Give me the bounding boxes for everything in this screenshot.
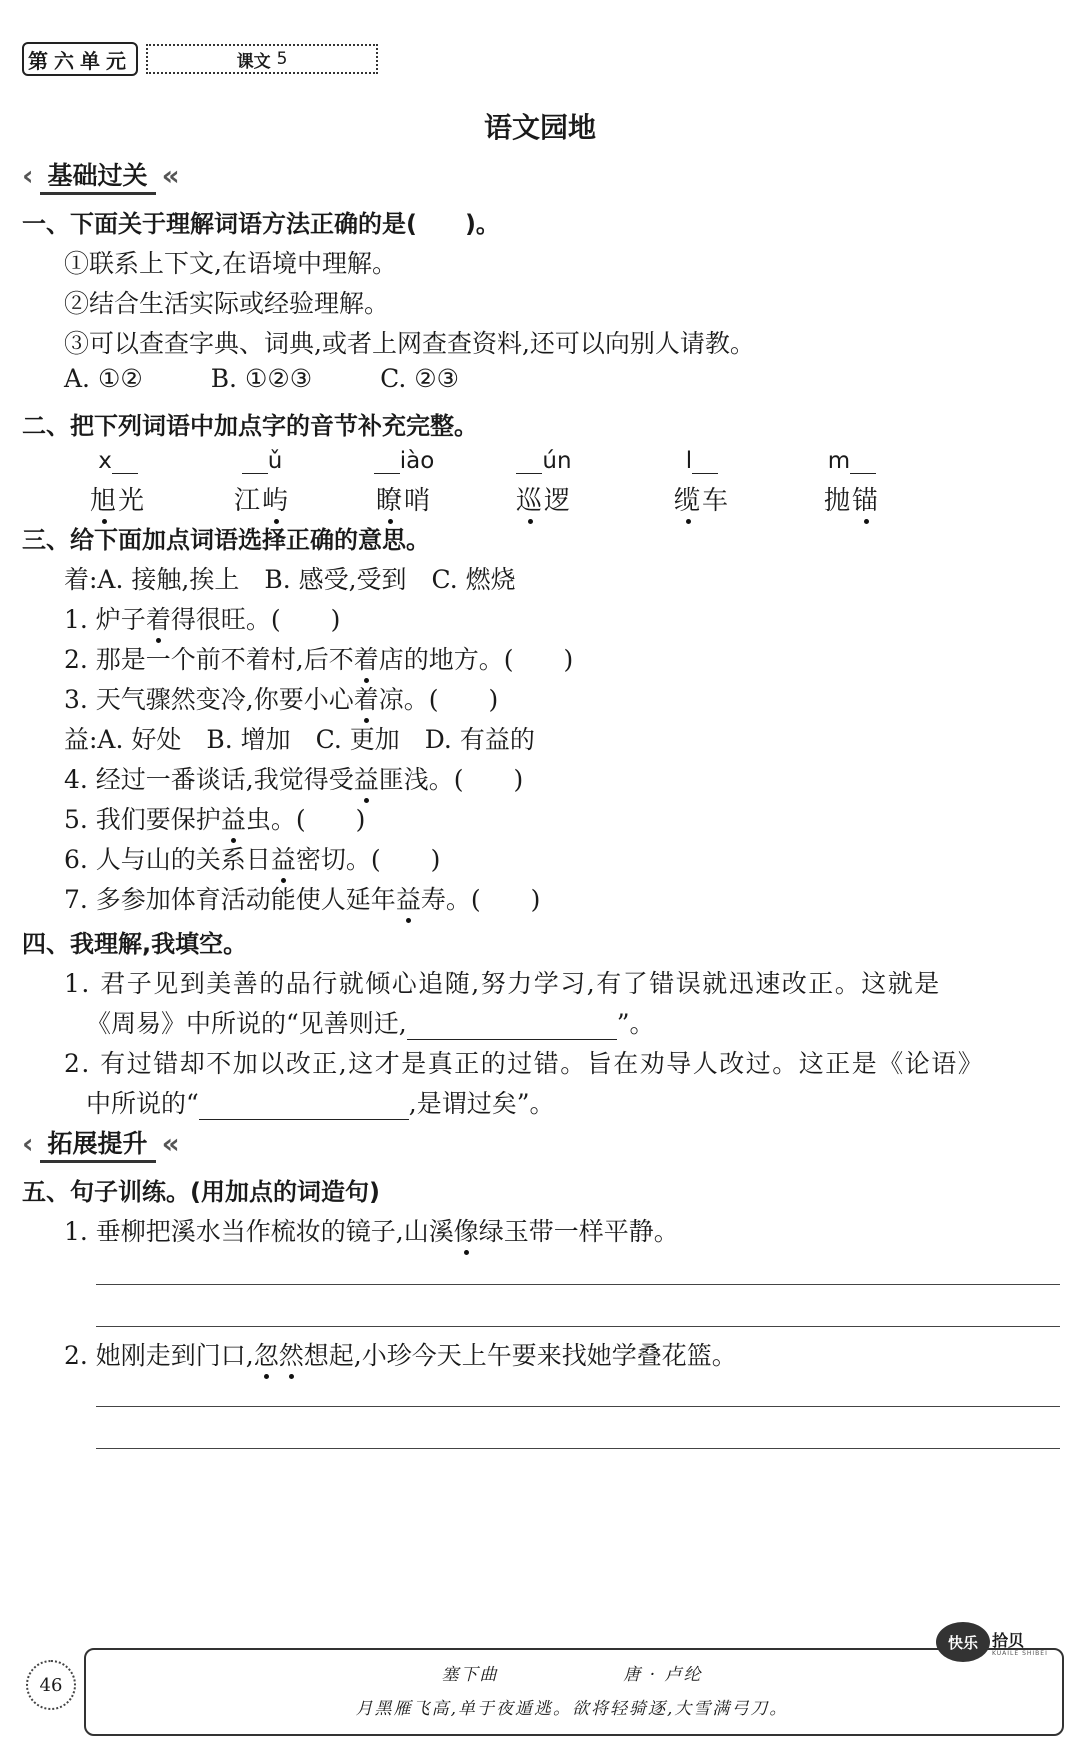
pinyin-syllable[interactable] xyxy=(484,448,604,480)
section-banner-basic xyxy=(22,156,180,194)
chevron-left-icon: ‹ xyxy=(22,158,34,192)
lesson-number: 5 xyxy=(276,49,288,69)
item-text: 虫。( ) xyxy=(245,805,366,834)
brand-subtitle: KUAILE SHIBEI xyxy=(992,1650,1048,1657)
item-text: 中所说的“ xyxy=(86,1089,199,1118)
poem-heading xyxy=(84,1660,1060,1685)
q1-item-2: ②结合生活实际或经验理解。 xyxy=(64,289,390,318)
word-char-2: 逻 xyxy=(544,486,573,516)
word-char-1: 巡 xyxy=(516,480,544,517)
writing-line[interactable] xyxy=(96,1448,1060,1449)
pinyin-cell xyxy=(344,448,464,517)
word xyxy=(484,480,604,517)
pinyin-given-end: iào xyxy=(399,448,435,474)
q5-sentence-2 xyxy=(64,1336,737,1372)
q4-line-1b xyxy=(86,1004,655,1040)
section-title: 基础过关 xyxy=(40,156,156,195)
item-text: 2. 她刚走到门口, xyxy=(64,1341,254,1370)
poem-title: 塞下曲 xyxy=(441,1665,499,1685)
lesson-label xyxy=(146,44,378,74)
item-text: 得很旺。( ) xyxy=(170,605,341,634)
chevron-double-left-icon: « xyxy=(161,1126,180,1160)
word xyxy=(344,480,464,517)
writing-line[interactable] xyxy=(96,1406,1060,1407)
poem-text: 月黑雁飞高,单于夜遁逃。欲将轻骑逐,大雪满弓刀。 xyxy=(355,1699,789,1719)
item-text: 1. 垂柳把溪水当作梳妆的镜子,山溪 xyxy=(64,1217,454,1246)
pinyin-cell xyxy=(792,448,912,517)
item-text: 凉。( ) xyxy=(378,685,499,714)
dotted-char: 益 xyxy=(396,880,421,916)
q3-item-5 xyxy=(64,800,365,836)
question-1-stem: 一、下面关于理解词语方法正确的是( )。 xyxy=(22,210,500,238)
item-text: ,是谓过矣”。 xyxy=(408,1089,555,1118)
pinyin-blank[interactable] xyxy=(516,451,542,474)
question-3-stem: 三、给下面加点词语选择正确的意思。 xyxy=(22,526,430,554)
pinyin-syllable[interactable] xyxy=(202,448,322,480)
word-char-1: 江 xyxy=(233,486,262,516)
word-char-1: 瞭 xyxy=(376,480,404,517)
writing-line[interactable] xyxy=(96,1326,1060,1327)
q3-item-3 xyxy=(64,680,498,716)
option-b[interactable]: B. ①②③ xyxy=(210,364,313,393)
item-text: 店的地方。( ) xyxy=(378,645,574,674)
item-text: 匪浅。( ) xyxy=(378,765,524,794)
word-char-2: 哨 xyxy=(404,486,433,516)
fill-blank[interactable] xyxy=(199,1093,409,1120)
brand-name: 拾贝 xyxy=(992,1631,1025,1650)
q1-options xyxy=(64,364,459,393)
pinyin-given-end: ǔ xyxy=(267,448,283,474)
word xyxy=(642,480,762,517)
dotted-char: 忽 xyxy=(254,1336,279,1372)
dotted-char: 益 xyxy=(354,760,379,796)
q5-sentence-1 xyxy=(64,1212,679,1248)
dotted-char: 益 xyxy=(271,840,296,876)
unit-label: 第六单元 xyxy=(22,42,138,76)
dotted-char: 着 xyxy=(146,600,171,636)
pinyin-syllable[interactable] xyxy=(344,448,464,480)
brand-logo: 快乐 xyxy=(936,1622,990,1662)
word xyxy=(202,480,322,517)
item-text: 绿玉带一样平静。 xyxy=(478,1217,679,1246)
q3-item-1 xyxy=(64,600,340,636)
pinyin-given-end: ún xyxy=(542,448,572,474)
item-text: 寿。( ) xyxy=(420,885,541,914)
q3-item-7 xyxy=(64,880,540,916)
poem-author: 唐 · 卢纶 xyxy=(623,1665,703,1685)
item-text: 密切。( ) xyxy=(295,845,441,874)
option-a[interactable]: A. ①② xyxy=(64,364,143,393)
word-char-2: 车 xyxy=(702,486,731,516)
section-title: 拓展提升 xyxy=(40,1124,156,1163)
word-char-1: 抛 xyxy=(823,486,852,516)
q4-line-2a: 2. 有过错却不加以改正,这才是真正的过错。旨在劝导人改过。这正是《论语》 xyxy=(64,1049,985,1078)
yi-definitions: 益:A. 好处 B. 增加 C. 更加 D. 有益的 xyxy=(64,725,535,754)
pinyin-given-start: m xyxy=(827,448,851,474)
dotted-char: 益 xyxy=(221,800,246,836)
pinyin-given-start: l xyxy=(685,448,693,474)
question-5-stem: 五、句子训练。(用加点的词造句) xyxy=(22,1178,380,1206)
pinyin-syllable[interactable] xyxy=(792,448,912,480)
pinyin-cell xyxy=(642,448,762,517)
pinyin-blank[interactable] xyxy=(242,451,268,474)
dotted-char: 然 xyxy=(279,1336,304,1372)
word-char-1: 旭 xyxy=(90,480,118,517)
pinyin-syllable[interactable] xyxy=(58,448,178,480)
q3-item-4 xyxy=(64,760,523,796)
chevron-left-icon: ‹ xyxy=(22,1126,34,1160)
item-text: 2. 那是一个前不着村,后不 xyxy=(64,645,354,674)
q3-item-6 xyxy=(64,840,440,876)
word-char-2: 光 xyxy=(118,486,147,516)
question-4-stem: 四、我理解,我填空。 xyxy=(22,930,248,958)
word xyxy=(58,480,178,517)
q4-line-2b xyxy=(86,1084,555,1120)
item-text: 1. 炉子 xyxy=(64,605,146,634)
word-char-1: 缆 xyxy=(674,480,702,517)
word xyxy=(792,480,912,517)
lesson-text: 课文 xyxy=(236,51,271,72)
writing-line[interactable] xyxy=(96,1284,1060,1285)
item-text: 《周易》中所说的“见善则迁, xyxy=(86,1009,407,1038)
question-2-stem: 二、把下列词语中加点字的音节补充完整。 xyxy=(22,412,478,440)
item-text: 想起,小珍今天上午要来找她学叠花篮。 xyxy=(303,1341,737,1370)
item-text: ”。 xyxy=(616,1009,655,1038)
q1-item-3: ③可以查查字典、词典,或者上网查查资料,还可以向别人请教。 xyxy=(64,329,755,358)
pinyin-syllable[interactable] xyxy=(642,448,762,480)
pinyin-cell xyxy=(484,448,604,517)
zhao-definitions: 着:A. 接触,挨上 B. 感受,受到 C. 燃烧 xyxy=(64,565,516,594)
option-c[interactable]: C. ②③ xyxy=(380,364,460,393)
dotted-char: 像 xyxy=(454,1212,479,1248)
page-title: 语文园地 xyxy=(483,111,596,144)
q4-line-1a: 1. 君子见到美善的品行就倾心追随,努力学习,有了错误就迅速改正。这就是 xyxy=(64,969,941,998)
page-number: 46 xyxy=(26,1660,76,1710)
pinyin-cell xyxy=(202,448,322,517)
item-text: 7. 多参加体育活动能使人延年 xyxy=(64,885,396,914)
dotted-char: 着 xyxy=(354,640,379,676)
dotted-char: 着 xyxy=(354,680,379,716)
pinyin-blank[interactable] xyxy=(374,451,400,474)
word-char-2: 屿 xyxy=(262,480,290,517)
q3-item-2 xyxy=(64,640,573,676)
chevron-double-left-icon: « xyxy=(161,158,180,192)
section-banner-extend xyxy=(22,1124,180,1162)
word-char-2: 锚 xyxy=(852,480,880,517)
pinyin-row xyxy=(22,448,1062,518)
pinyin-blank[interactable] xyxy=(850,451,876,474)
item-text: 6. 人与山的关系日 xyxy=(64,845,271,874)
pinyin-blank[interactable] xyxy=(692,451,718,474)
item-text: 3. 天气骤然变冷,你要小心 xyxy=(64,685,354,714)
q1-item-1: ①联系上下文,在语境中理解。 xyxy=(64,249,397,278)
pinyin-given-start: x xyxy=(98,448,112,474)
item-text: 5. 我们要保护 xyxy=(64,805,221,834)
pinyin-blank[interactable] xyxy=(112,451,138,474)
pinyin-cell xyxy=(58,448,178,517)
fill-blank[interactable] xyxy=(407,1013,617,1040)
item-text: 4. 经过一番谈话,我觉得受 xyxy=(64,765,354,794)
